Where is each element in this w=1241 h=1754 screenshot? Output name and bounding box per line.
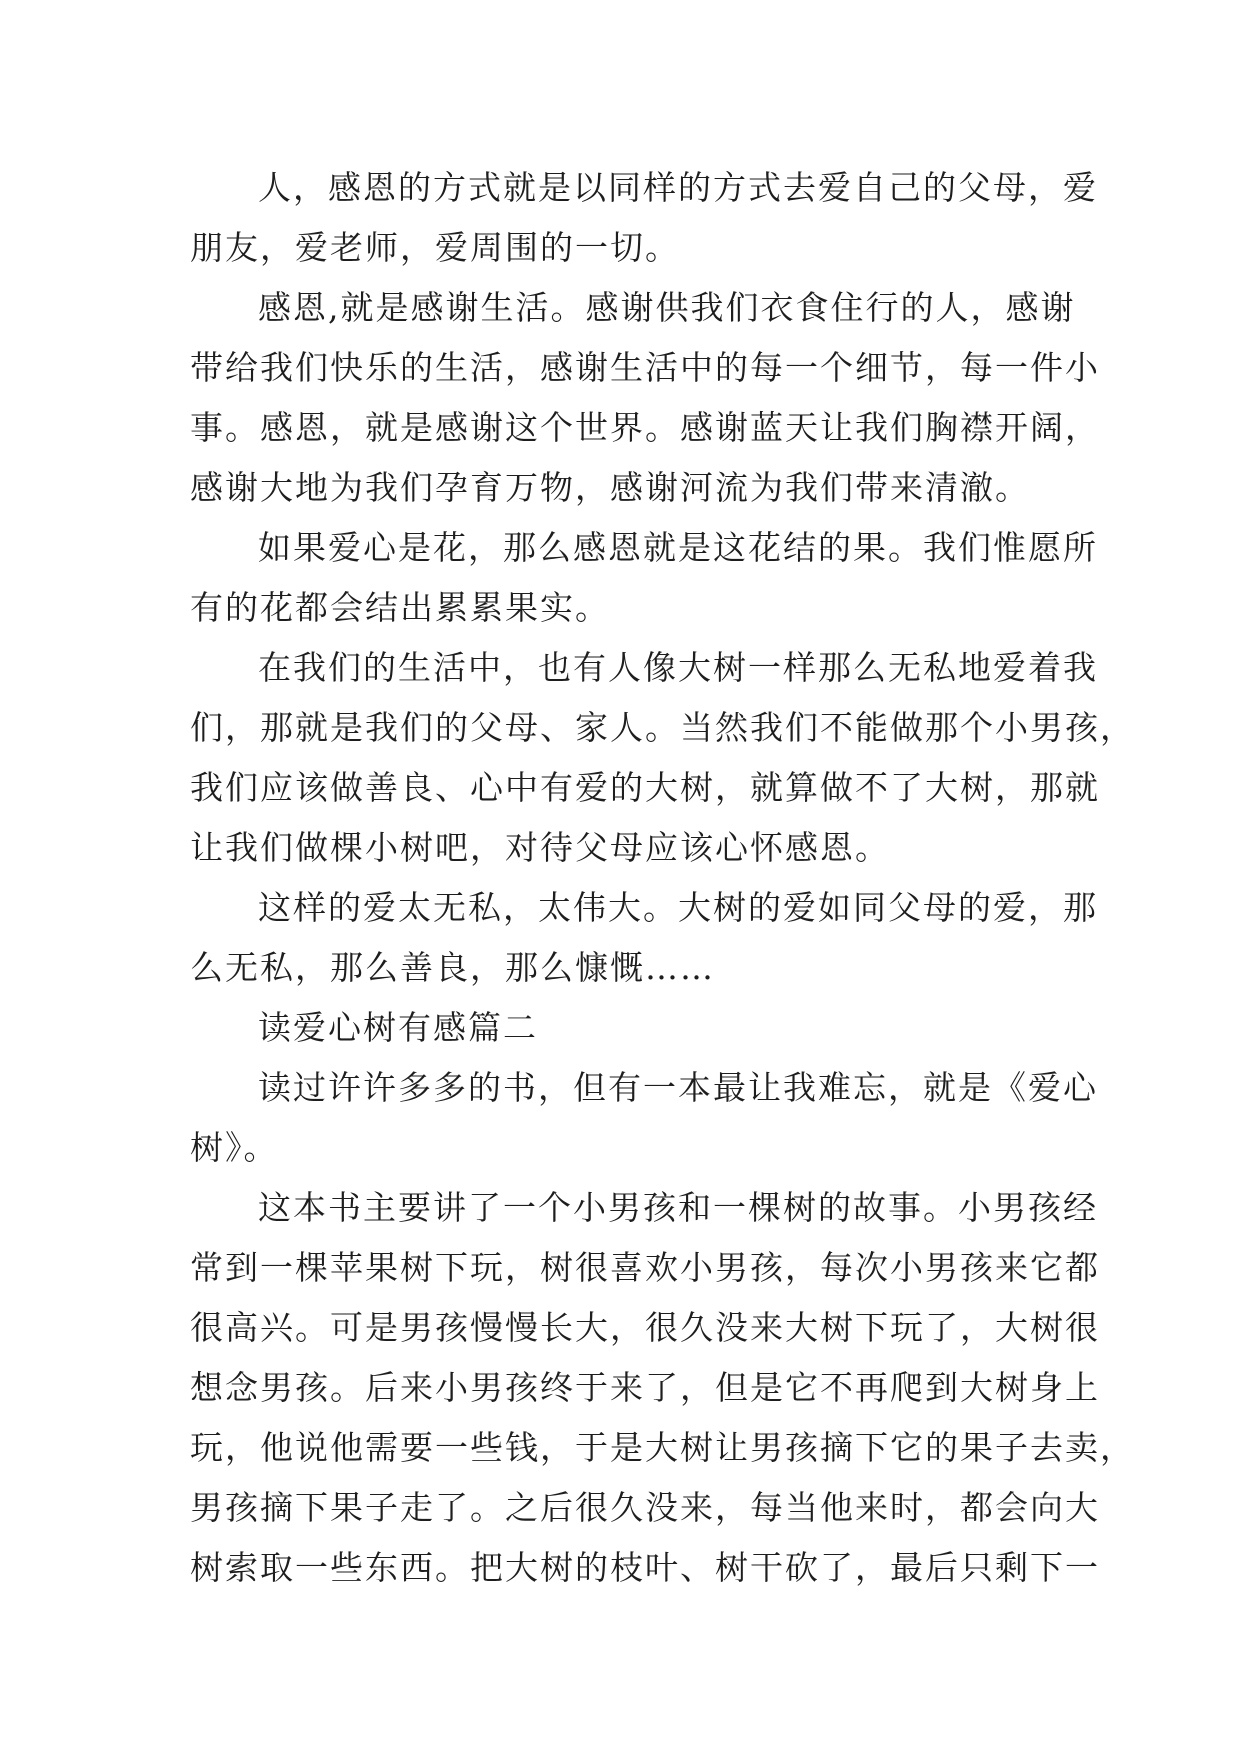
text-line: 玩，他说他需要一些钱，于是大树让男孩摘下它的果子去卖， xyxy=(190,1428,1135,1467)
text-line: 们，那就是我们的父母、家人。当然我们不能做那个小男孩， xyxy=(190,708,1135,747)
text-line: 男孩摘下果子走了。之后很久没来，每当他来时，都会向大 xyxy=(190,1488,1100,1527)
text-line: 事。感恩，就是感谢这个世界。感谢蓝天让我们胸襟开阔， xyxy=(190,408,1100,447)
text-line: 带给我们快乐的生活，感谢生活中的每一个细节，每一件小 xyxy=(190,348,1100,387)
text-line: 想念男孩。后来小男孩终于来了，但是它不再爬到大树身上 xyxy=(190,1368,1100,1407)
text-line: 我们应该做善良、心中有爱的大树，就算做不了大树，那就 xyxy=(190,768,1100,807)
text-line: 让我们做棵小树吧，对待父母应该心怀感恩。 xyxy=(190,828,890,867)
document-body xyxy=(190,158,1135,1598)
text-line: 感谢大地为我们孕育万物，感谢河流为我们带来清澈。 xyxy=(190,468,1030,507)
text-line: 这本书主要讲了一个小男孩和一棵树的故事。小男孩经 xyxy=(258,1188,1098,1227)
text-line: 这样的爱太无私，太伟大。大树的爱如同父母的爱，那 xyxy=(258,888,1098,927)
text-line: 在我们的生活中，也有人像大树一样那么无私地爱着我 xyxy=(258,648,1098,687)
text-line: 人，感恩的方式就是以同样的方式去爱自己的父母，爱 xyxy=(258,168,1098,207)
text-line: 树索取一些东西。把大树的枝叶、树干砍了，最后只剩下一 xyxy=(190,1548,1100,1587)
text-line: 朋友，爱老师，爱周围的一切。 xyxy=(190,228,680,267)
text-line: 读过许许多多的书，但有一本最让我难忘，就是《爱心 xyxy=(258,1068,1098,1107)
text-line: 树》。 xyxy=(190,1128,279,1167)
text-line: 很高兴。可是男孩慢慢长大，很久没来大树下玩了，大树很 xyxy=(190,1308,1100,1347)
text-line: 如果爱心是花，那么感恩就是这花结的果。我们惟愿所 xyxy=(258,528,1098,567)
text-line: 有的花都会结出累累果实。 xyxy=(190,588,610,627)
text-line: 常到一棵苹果树下玩，树很喜欢小男孩，每次小男孩来它都 xyxy=(190,1248,1100,1287)
text-line: 么无私，那么善良，那么慷慨…… xyxy=(190,948,715,987)
section-heading: 读爱心树有感篇二 xyxy=(258,1008,538,1047)
text-line: 感恩,就是感谢生活。感谢供我们衣食住行的人，感谢 xyxy=(258,288,1076,327)
